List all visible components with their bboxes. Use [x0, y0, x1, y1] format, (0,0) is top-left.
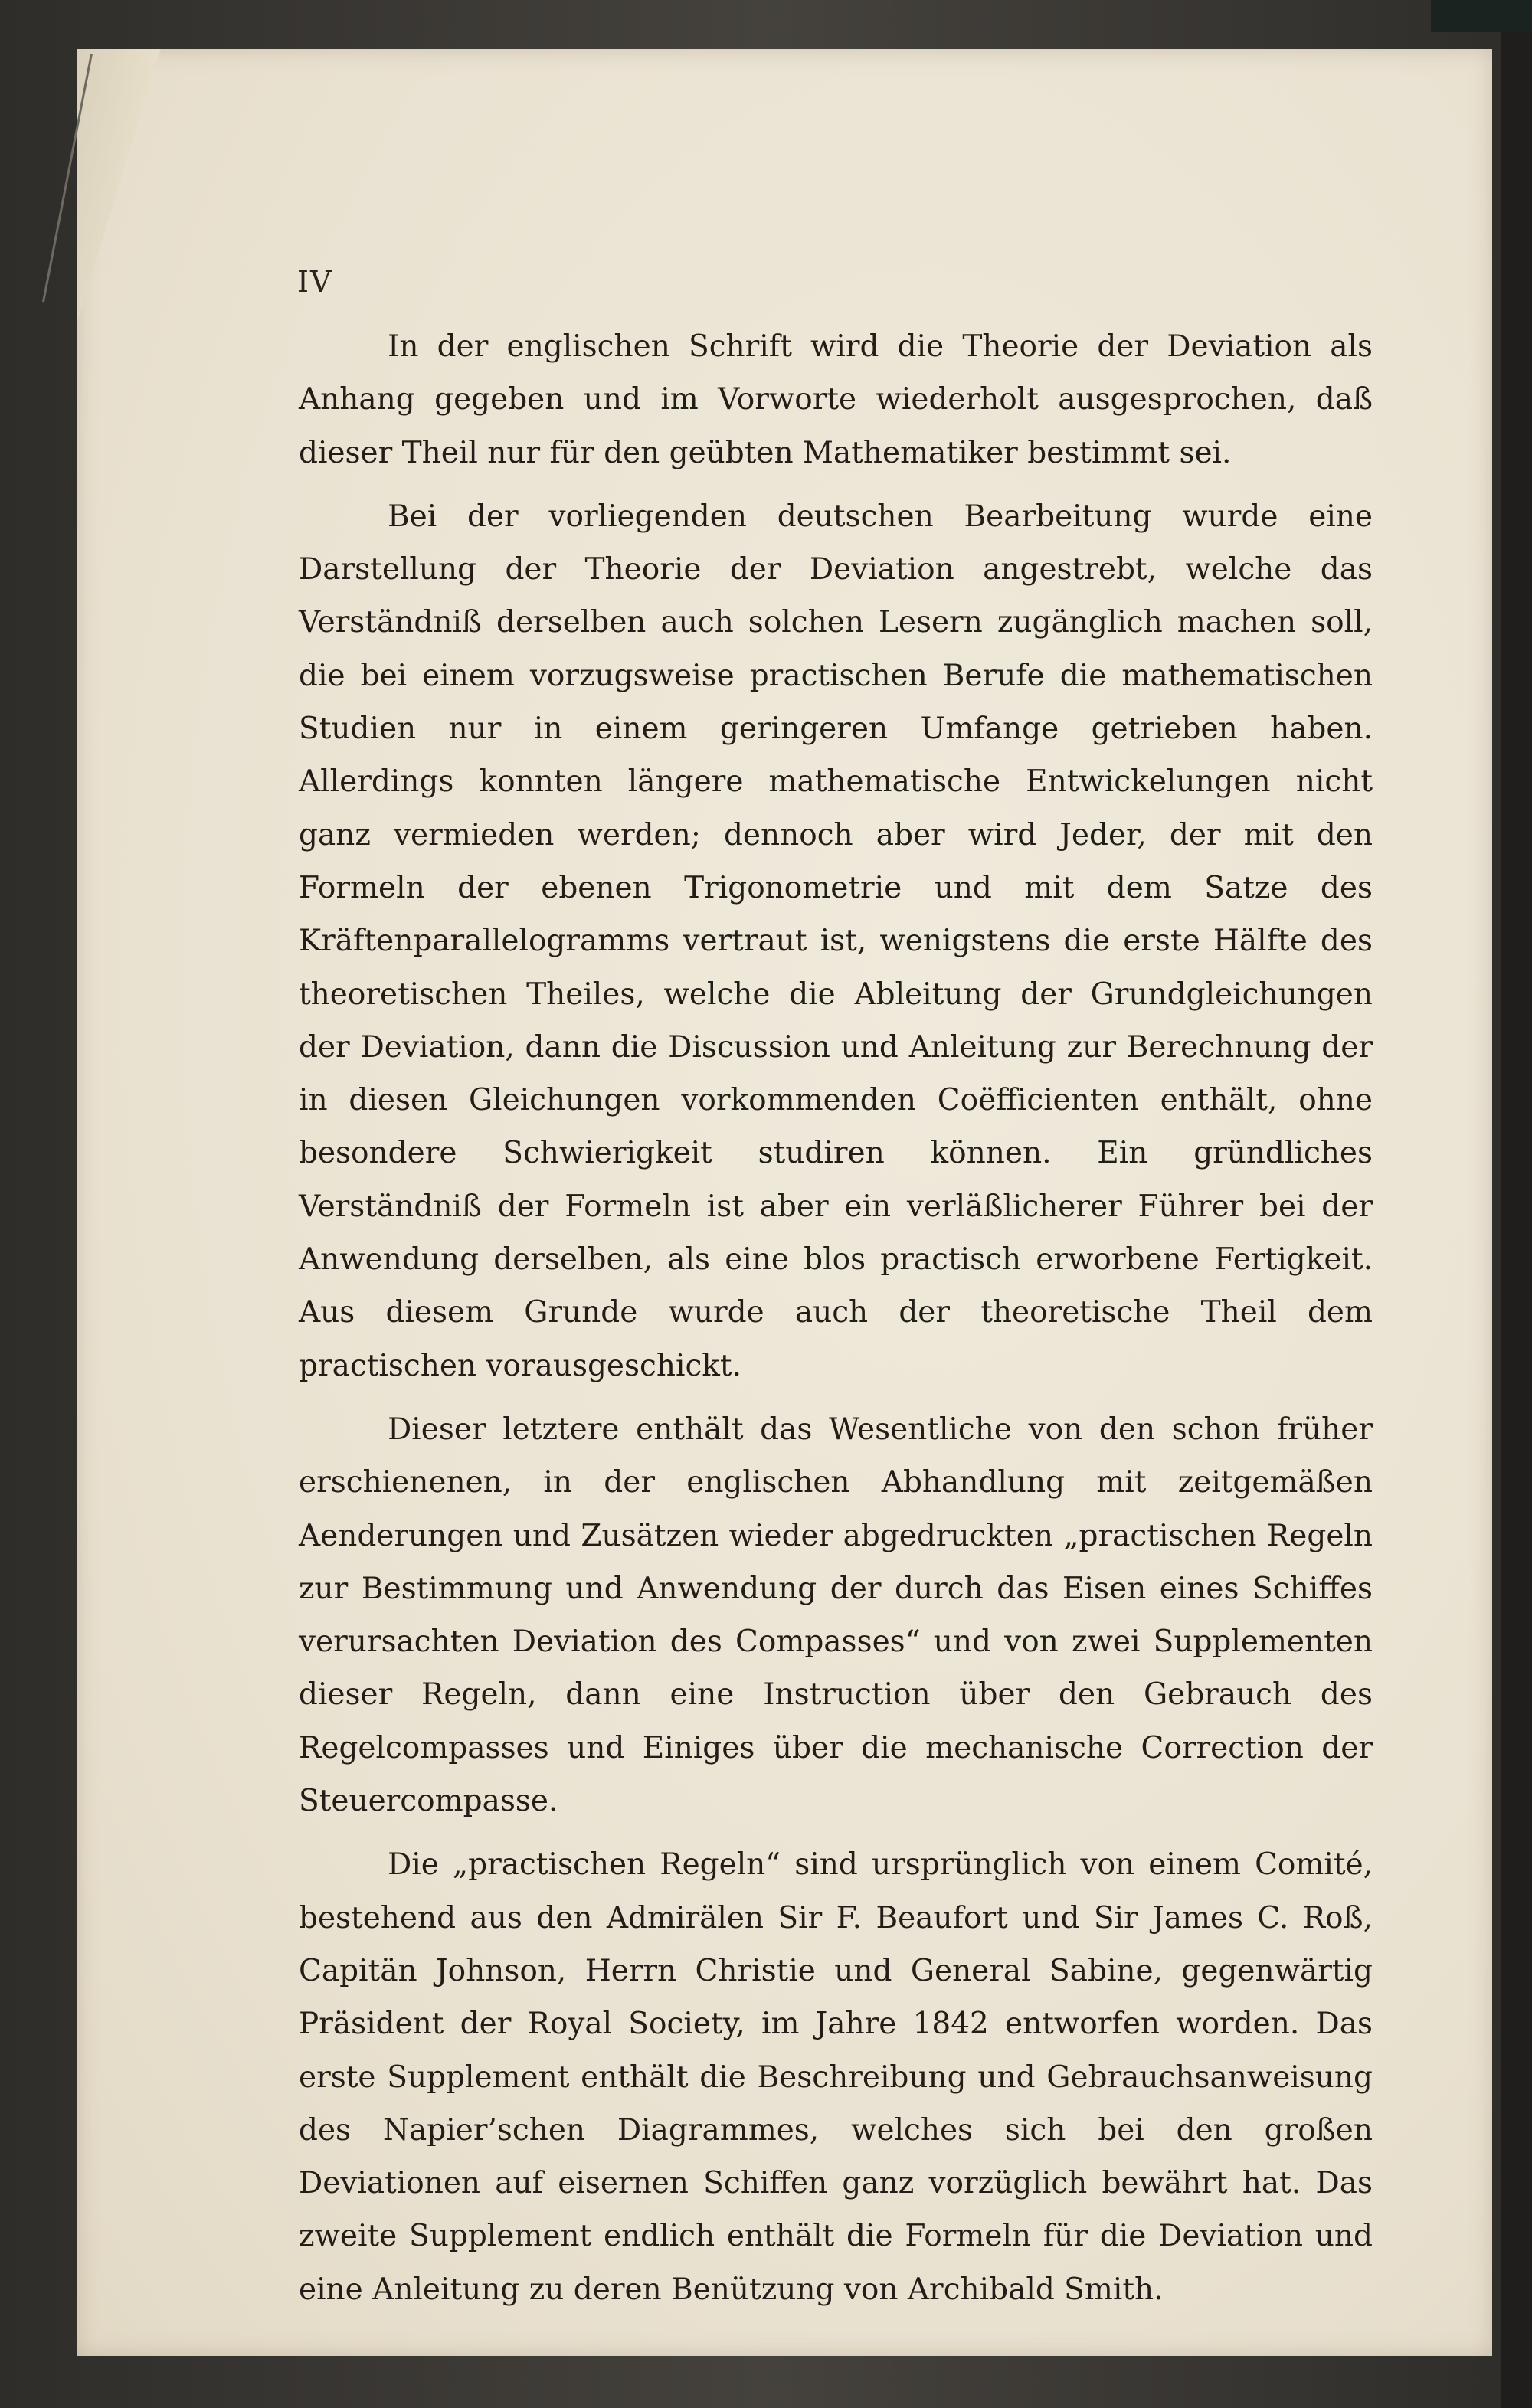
paragraph-3: Dieser letztere enthält das Wesentliche von den schon früher erschienenen, in der englischen Abhandlung mit zeitgemäßen Aenderungen und Zusätzen wieder abgedruckten „practischen Regeln zur Bestimmung und Anwendung der durch das Eisen eines Schiffes verursachten Deviation des Compasses“ und von zwei Supplementen dieser Regeln, dann eine Instruction über den Gebrauch des Regelcompasses und Einiges über die mechanische Correction der Steuercompasse. — [299, 1412, 1373, 1819]
paragraph-1: In der englischen Schrift wird die Theorie der Deviation als Anhang gegeben und im Vorworte wiederholt ausgesprochen, daß dieser Theil nur für den geübten Mathematiker bestimmt sei. — [299, 329, 1373, 470]
paragraph-4: Die „practischen Regeln“ sind ursprünglich von einem Comité, bestehend aus den Admirälen Sir F. Beaufort und Sir James C. Roß, Capitän Johnson, Herrn Christie und General Sabine, gegenwärtig Präsident der Royal Society, im Jahre 1842 entworfen worden. Das erste Supplement enthält die Beschreibung und Gebrauchsanweisung des Napier’schen Diagrammes, welches sich bei den großen Deviationen auf eisernen Schiffen ganz vorzüglich bewährt hat. Das zweite Supplement endlich enthält die Formeln für die Deviation und eine Anleitung zu deren Benützung von Archibald Smith. — [299, 1847, 1373, 2307]
binding-edge — [1501, 0, 1532, 2408]
page-number: IV — [297, 265, 333, 299]
body-text — [299, 320, 1373, 2316]
binding-corner — [1431, 0, 1532, 32]
paragraph-2: Bei der vorliegenden deutschen Bearbeitung wurde eine Darstellung der Theorie der Deviation angestrebt, welche das Verständniß derselben auch solchen Lesern zugänglich machen soll, die bei einem vorzugsweise practischen Berufe die mathematischen Studien nur in einem geringeren Umfange getrieben haben. Allerdings konnten längere mathematische Entwickelungen nicht ganz vermieden werden; dennoch aber wird Jeder, der mit den Formeln der ebenen Trigonometrie und mit dem Satze des Kräftenparallelogramms vertraut ist, wenigstens die erste Hälfte des theoretischen Theiles, welche die Ableitung der Grundgleichungen der Deviation, dann die Discussion und Anleitung zur Berechnung der in diesen Gleichungen vorkommenden Coëfficienten enthält, ohne besondere Schwierigkeit studiren können. Ein gründliches Verständniß der Formeln ist aber ein verläßlicherer Führer bei der Anwendung derselben, als eine blos practisch erworbene Fertigkeit. Aus diesem Grunde wurde auch der theoretische Theil dem practischen vorausgeschickt. — [299, 499, 1373, 1383]
